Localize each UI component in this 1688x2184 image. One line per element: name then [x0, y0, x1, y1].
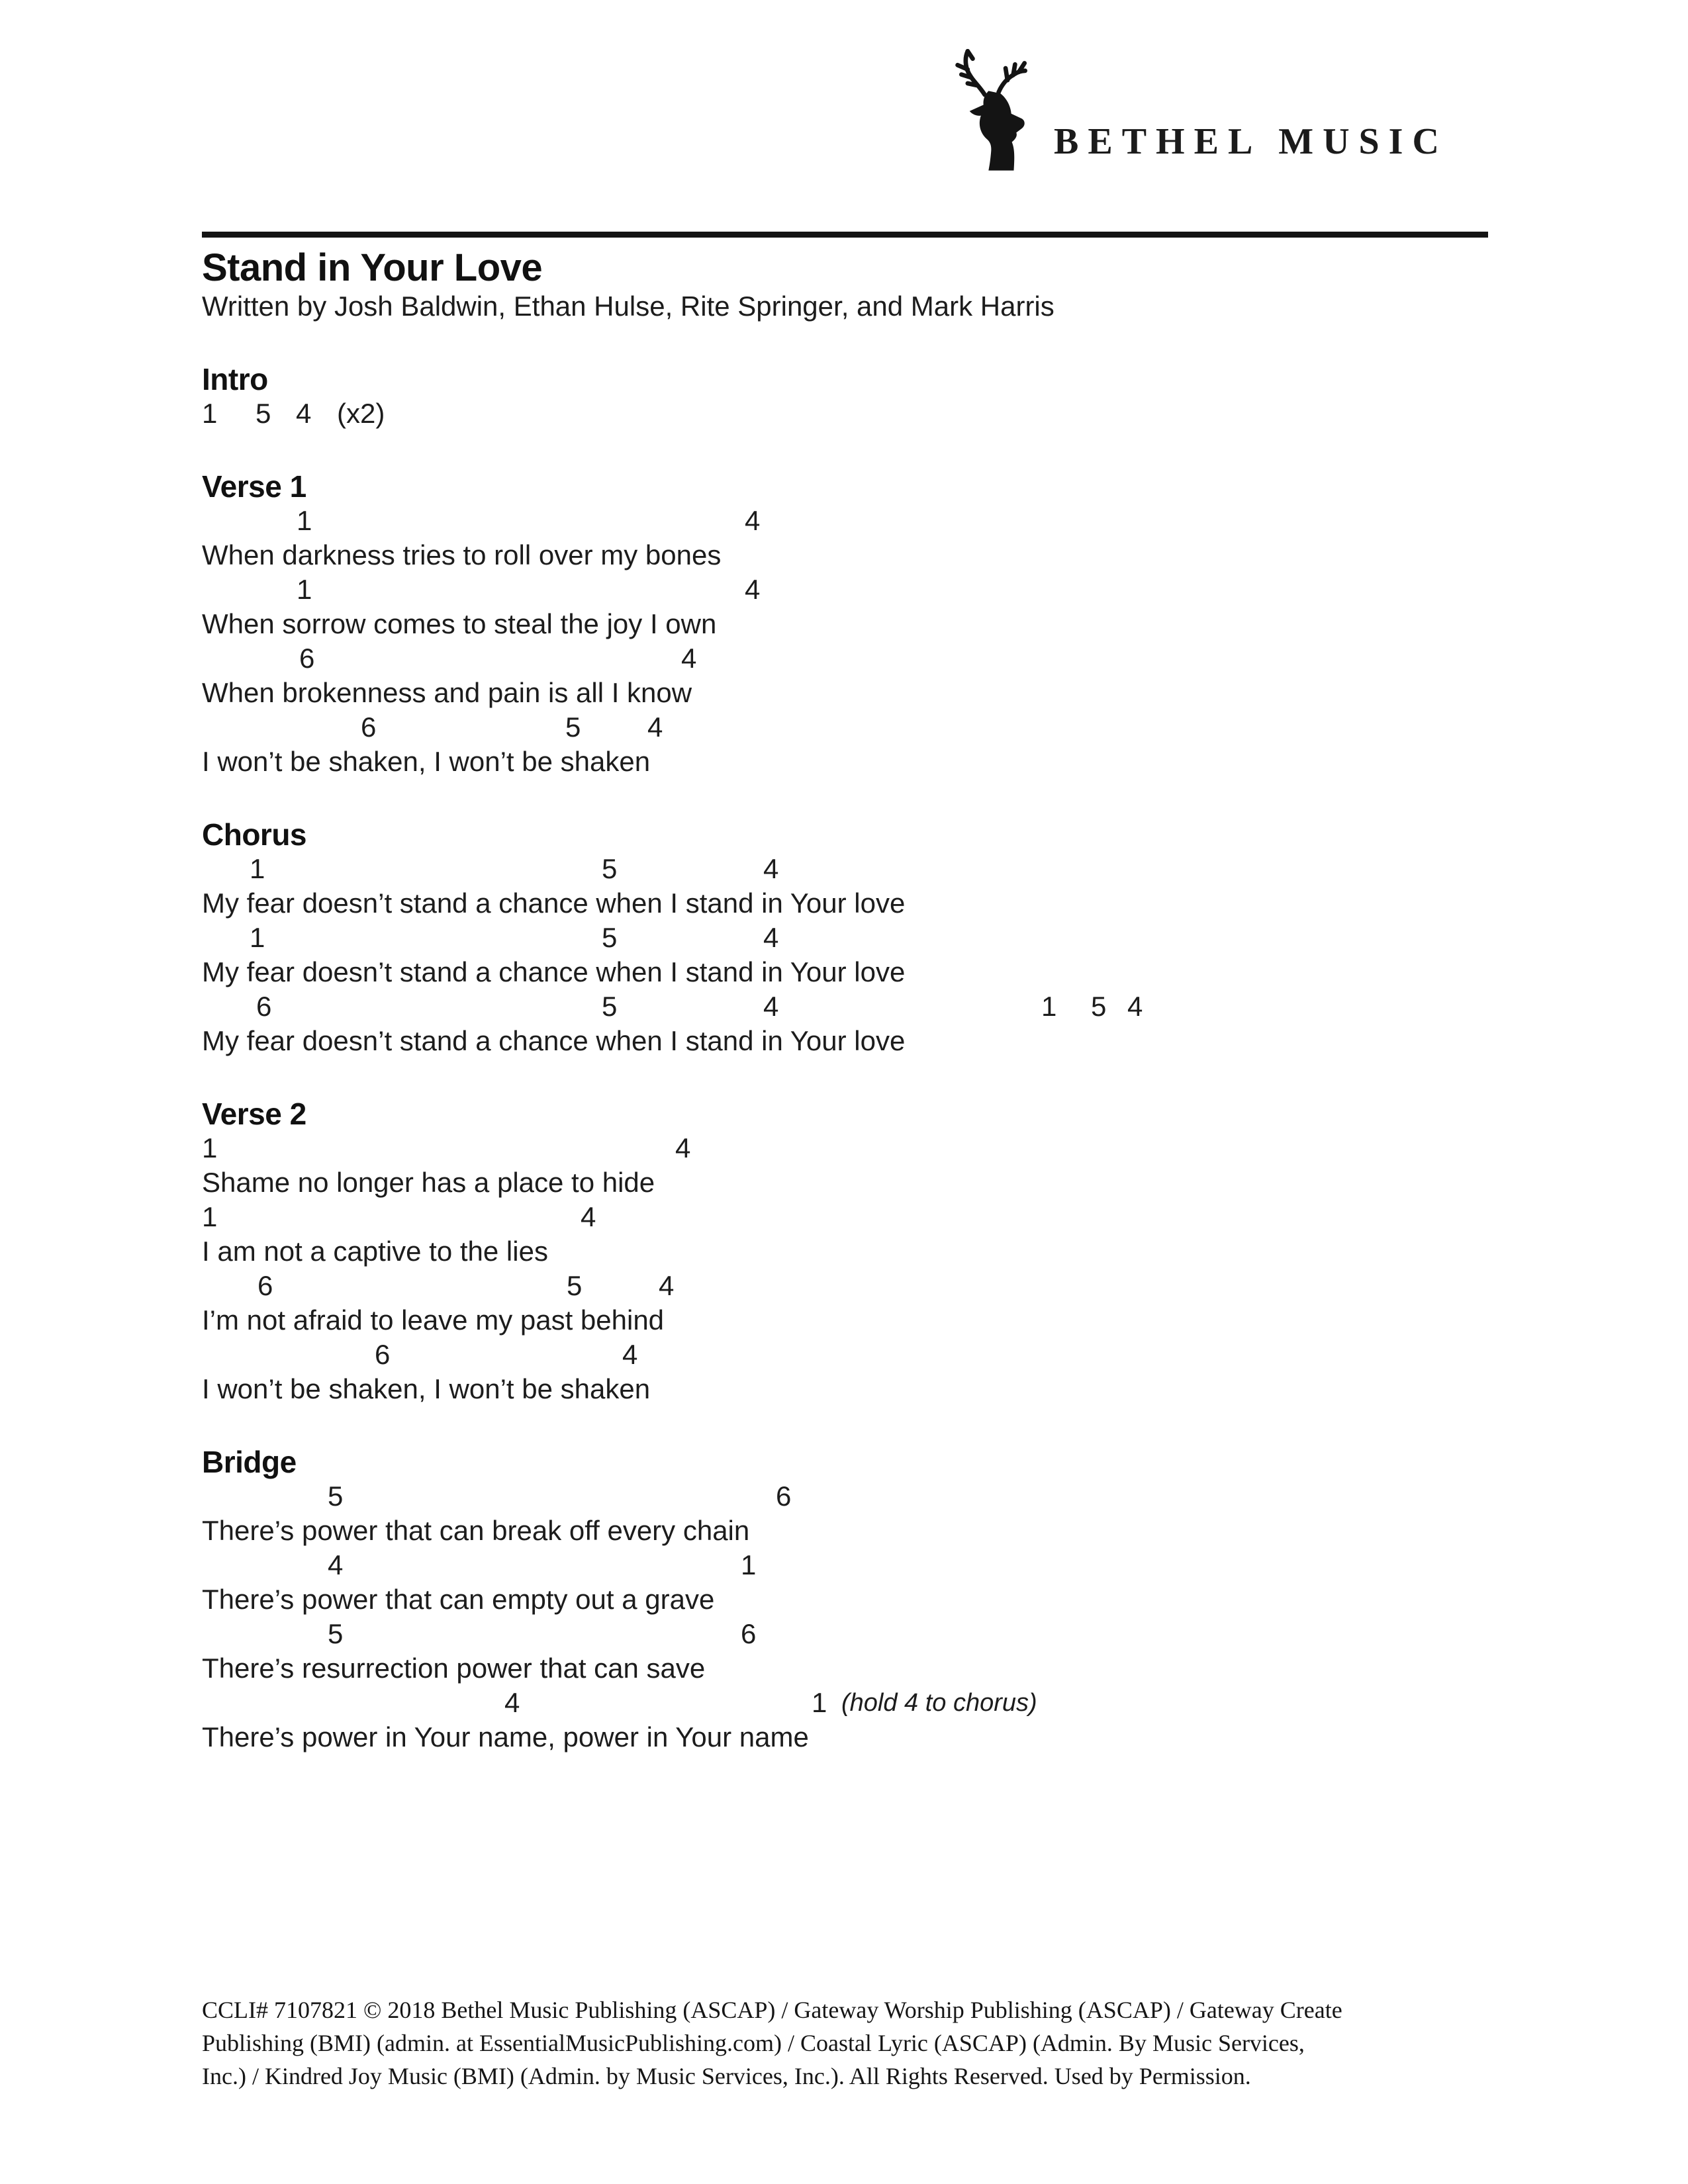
- lyric-line: I am not a captive to the lies: [202, 1236, 548, 1267]
- chord: 5: [256, 398, 271, 429]
- chord: (x2): [337, 398, 385, 429]
- chord-line: [202, 1269, 1489, 1303]
- lyric-line: My fear doesn’t stand a chance when I stand in Your love: [202, 1025, 906, 1056]
- chord: 6: [258, 1270, 273, 1301]
- chord: 4: [763, 922, 779, 953]
- chord-annotation: (hold 4 to chorus): [841, 1689, 1037, 1717]
- chord: 6: [741, 1618, 757, 1649]
- chord: 4: [763, 853, 779, 884]
- chord: 5: [1091, 991, 1107, 1022]
- chord: 4: [681, 643, 697, 674]
- copyright-line: Publishing (BMI) (admin. at EssentialMusicPublishing.com) / Coastal Lyric (ASCAP) (Admin. By Music Services,: [202, 2030, 1305, 2056]
- chord: 4: [1127, 991, 1143, 1022]
- chord: 4: [581, 1201, 596, 1232]
- section-heading: Verse 1: [202, 469, 306, 504]
- chord: 6: [776, 1480, 792, 1512]
- chord: 6: [361, 711, 377, 743]
- chord: 1: [812, 1687, 827, 1718]
- section-verse-2: [202, 1097, 1489, 1406]
- copyright-line: CCLI# 7107821 © 2018 Bethel Music Publishing (ASCAP) / Gateway Worship Publishing (ASCAP) / Gateway Create: [202, 1997, 1342, 2023]
- lyric-line: There’s power that can empty out a grave: [202, 1584, 715, 1615]
- chord: 4: [675, 1132, 691, 1163]
- chord-line: [202, 1686, 1489, 1720]
- chord-line: [202, 710, 1489, 745]
- chord-line: [202, 396, 1489, 431]
- section-verse-1: [202, 469, 1489, 779]
- chord: 1: [202, 398, 218, 429]
- chord: 5: [567, 1270, 583, 1301]
- chord-line: [202, 1131, 1489, 1165]
- lyric-line: There’s resurrection power that can save: [202, 1653, 706, 1684]
- chord-line: [202, 1479, 1489, 1514]
- song-title: Stand in Your Love: [202, 246, 543, 289]
- section-heading: Chorus: [202, 817, 306, 852]
- chord-line: [202, 504, 1489, 538]
- content-column: [202, 232, 1489, 1754]
- lyric-line: My fear doesn’t stand a chance when I stand in Your love: [202, 887, 906, 919]
- chord: 4: [745, 574, 761, 605]
- lyric-line: I’m not afraid to leave my past behind: [202, 1304, 665, 1336]
- chord: 5: [602, 853, 618, 884]
- brand-logo: [952, 46, 1448, 173]
- chord: 4: [504, 1687, 520, 1718]
- chord: 4: [622, 1339, 638, 1370]
- section-heading: Intro: [202, 362, 268, 396]
- lyric-line: Shame no longer has a place to hide: [202, 1167, 655, 1198]
- chord: 4: [328, 1549, 344, 1580]
- chord: 1: [1041, 991, 1057, 1022]
- chord: 4: [296, 398, 312, 429]
- lyric-line: My fear doesn’t stand a chance when I stand in Your love: [202, 956, 906, 987]
- chord: 5: [602, 922, 618, 953]
- chord-line: [202, 989, 1489, 1024]
- chord: 1: [202, 1132, 218, 1163]
- title-rule: [202, 232, 1488, 238]
- lyric-line: When sorrow comes to steal the joy I own: [202, 608, 717, 639]
- section-bridge: [202, 1445, 1489, 1754]
- chord-line: [202, 1548, 1489, 1582]
- chord-line: [202, 1200, 1489, 1234]
- lyric-line: When brokenness and pain is all I know: [202, 677, 692, 708]
- chord: 5: [602, 991, 618, 1022]
- song-sections: [202, 362, 1489, 1754]
- chord: 4: [647, 711, 663, 743]
- chord: 5: [328, 1618, 344, 1649]
- chord: 5: [328, 1480, 344, 1512]
- chord: 6: [256, 991, 272, 1022]
- chord-line: [202, 1338, 1489, 1372]
- chord: 1: [297, 505, 312, 536]
- chord: 4: [763, 991, 779, 1022]
- chord-line: [202, 921, 1489, 955]
- lyric-line: There’s power in Your name, power in Your name: [202, 1721, 809, 1752]
- section-heading: Bridge: [202, 1445, 297, 1479]
- section-chorus: [202, 817, 1489, 1058]
- chord: 5: [565, 711, 581, 743]
- song-byline: Written by Josh Baldwin, Ethan Hulse, Rite Springer, and Mark Harris: [202, 291, 1055, 322]
- chord-line: [202, 1617, 1489, 1651]
- chord: 6: [375, 1339, 391, 1370]
- copyright-line: Inc.) / Kindred Joy Music (BMI) (Admin. by Music Services, Inc.). All Rights Reserved. Used by Permission.: [202, 2063, 1251, 2089]
- chord: 1: [202, 1201, 218, 1232]
- chord: 4: [659, 1270, 675, 1301]
- chord: 1: [250, 853, 265, 884]
- copyright-footer: [202, 1993, 1479, 2093]
- chord-line: [202, 852, 1489, 886]
- brand-name: BETHEL MUSIC: [1054, 121, 1448, 162]
- lyric-line: There’s power that can break off every chain: [202, 1515, 750, 1546]
- lyric-line: I won’t be shaken, I won’t be shaken: [202, 1373, 651, 1404]
- chord: 1: [741, 1549, 757, 1580]
- chord-line: [202, 572, 1489, 607]
- section-intro: [202, 362, 1489, 431]
- chord: 6: [299, 643, 315, 674]
- chord: 1: [250, 922, 265, 953]
- chord: 4: [745, 505, 761, 536]
- chord: 1: [297, 574, 312, 605]
- section-heading: Verse 2: [202, 1097, 306, 1131]
- stag-head-icon: [952, 46, 1034, 173]
- lyric-line: I won’t be shaken, I won’t be shaken: [202, 746, 651, 777]
- lyric-line: When darkness tries to roll over my bones: [202, 539, 722, 570]
- chord-line: [202, 641, 1489, 676]
